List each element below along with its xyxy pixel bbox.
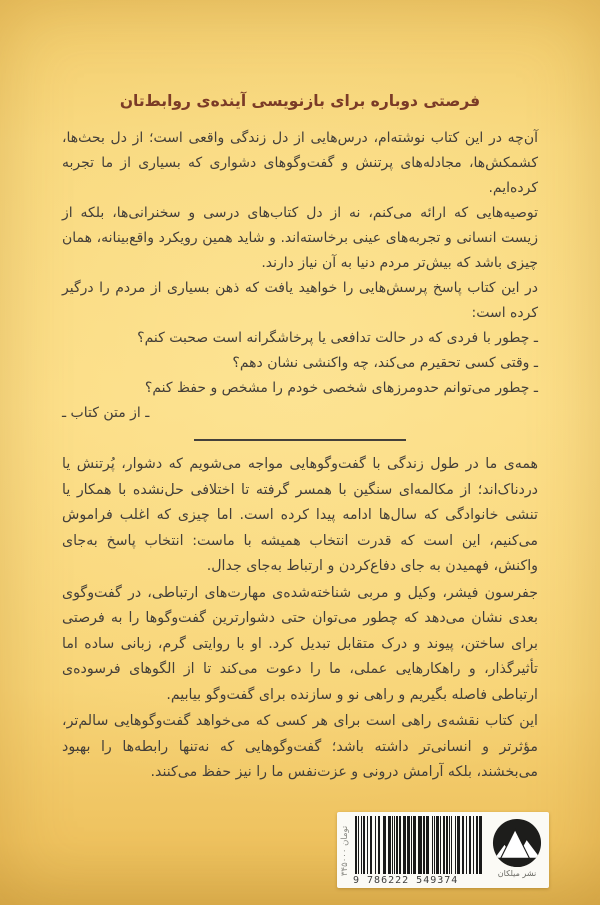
question-line: ـ چطور می‌توانم حدومرزهای شخصی خودم را مشخص و حفظ کنم؟: [144, 380, 538, 396]
question-line: ـ وقتی کسی تحقیرم می‌کند، چه واکنشی نشان دهم؟: [232, 355, 538, 371]
intro-paragraph: آن‌چه در این کتاب نوشته‌ام، درس‌هایی از دل زندگی واقعی است؛ از دل بحث‌ها، کشمکش‌ها، مجادله‌های پرتنش و گفت‌وگوهای دشواری که بسیاری از ما تجربه کرده‌ایم.: [62, 130, 538, 196]
barcode-sticker: [337, 812, 549, 888]
isbn-barcode: [352, 815, 487, 886]
question-line: ـ چطور با فردی که در حالت تدافعی یا پرخاشگرانه است صحبت کنم؟: [137, 330, 538, 346]
publisher-logo: [487, 815, 547, 886]
publisher-name: نشر میلکان: [497, 869, 537, 878]
synopsis-paragraph: همه‌ی ما در طول زندگی با گفت‌وگوهایی مواجه می‌شویم که دشوار، پُرتنش یا دردناک‌اند؛ از مکالمه‌ای سنگین با همسر گرفته تا اختلافی حل‌نشده با همکار یا تنشی خانوادگی که سال‌ها ادامه پیدا کرده است. اما چیزی که اغلب فراموش می‌کنیم، این است که قدرت انتخاب همیشه با ماست: انتخاب پاسخ به‌جای واکنش، فهمیدن به جای دفاع‌کردن و ارتباط به‌جای جدال.: [62, 456, 538, 574]
intro-paragraph: توصیه‌هایی که ارائه می‌کنم، نه از دل کتاب‌های درسی و سخنرانی‌ها، بلکه از زیست انسانی و تجربه‌های عینی برخاسته‌اند. و شاید همین رویکرد واقع‌بینانه، همان چیزی باشد که بیش‌تر مردم دنیا به آن نیاز دارند.: [62, 205, 538, 271]
cover-tagline: فرصتی دوباره برای بازنویسی آینده‌ی روابط‌تان: [119, 92, 481, 110]
synopsis-paragraph: جفرسون فیشر، وکیل و مربی شناخته‌شده‌ی مهارت‌های ارتباطی، در گفت‌وگوی بعدی نشان می‌دهد که چطور می‌توان حتی دشوارترین گفت‌وگوها را به فرصتی برای ساختن، پیوند و درک متقابل تبدیل کرد. او با روایتی گرم، زبانی ساده اما تأثیرگذار، و راهکارهایی عملی، ما را دعوت می‌کند تا از الگوهای فرسوده‌ی ارتباطی فاصله بگیریم و راهی نو و سازنده برای گفت‌وگو بیابیم.: [62, 584, 538, 703]
synopsis-text-block: [62, 452, 538, 786]
intro-paragraph: در این کتاب پاسخ پرسش‌هایی را خواهید یافت که ذهن بسیاری از مردم را درگیر کرده است:: [62, 280, 538, 321]
barcode-bars: [353, 816, 484, 874]
mountains-logo-icon: [492, 818, 542, 868]
section-divider: [194, 439, 406, 441]
quote-attribution: ـ از متن کتاب ـ: [62, 405, 150, 421]
price-label: ۳۴۵۰۰۰ تومان: [340, 825, 350, 876]
isbn-number: 9 786222 549374: [353, 875, 459, 886]
synopsis-paragraph: این کتاب نقشه‌ی راهی است برای هر کسی که می‌خواهد گفت‌وگوهایی سالم‌تر، مؤثرتر و انسانی‌تر داشته باشد؛ گفت‌وگوهایی که نه‌تنها رابطه‌ها را بهبود می‌بخشند، بلکه آرامش درونی و عزت‌نفس ما را نیز حفظ می‌کنند.: [62, 713, 538, 780]
intro-text-block: [62, 126, 538, 426]
